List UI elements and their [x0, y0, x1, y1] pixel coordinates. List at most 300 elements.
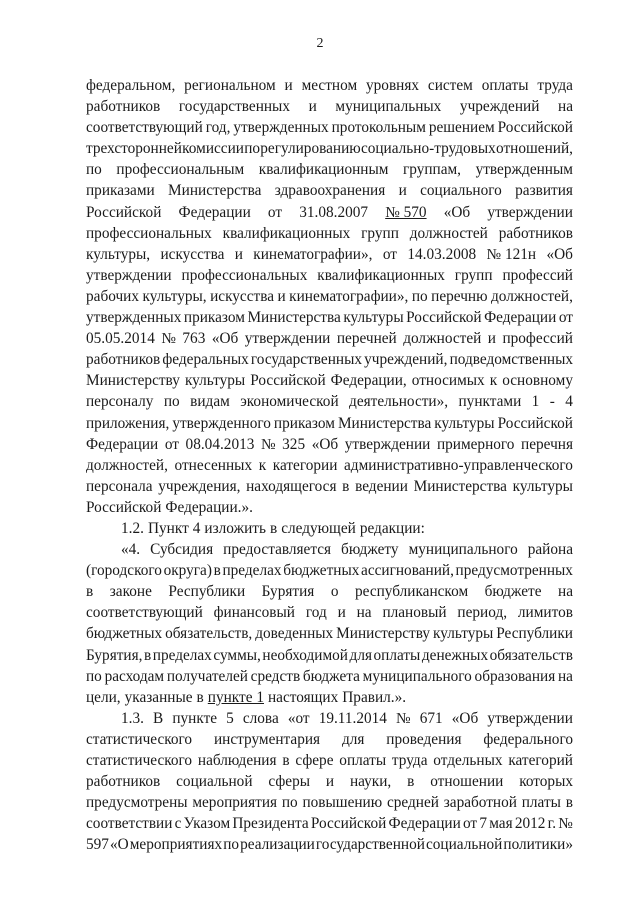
word: сферы: [268, 773, 310, 791]
word: культуры: [512, 477, 573, 495]
word: политики»: [503, 836, 573, 854]
word: мая: [489, 815, 513, 833]
word: региональном: [184, 77, 276, 94]
word: работников: [498, 224, 573, 242]
word: редакции:: [359, 519, 425, 537]
word: перечней: [336, 330, 397, 348]
word: соответствии: [86, 815, 173, 833]
word: 4: [565, 393, 573, 411]
word: «О: [110, 836, 129, 854]
word: учреждения,: [158, 477, 241, 495]
word: в: [86, 583, 94, 601]
word: средств: [250, 667, 301, 685]
word: культуры: [434, 414, 495, 432]
word: Российской: [86, 498, 162, 516]
word: муниципального: [408, 541, 518, 559]
word: следующей: [281, 519, 356, 537]
word: административно-управленческого: [344, 456, 573, 474]
word: в: [282, 752, 290, 769]
word: и: [308, 98, 317, 116]
text-line: [86, 307, 573, 328]
word: Республики: [168, 583, 246, 601]
word: квалификационным: [258, 161, 389, 179]
word: по: [223, 836, 240, 854]
word: искусства: [160, 245, 225, 263]
word: пункте: [172, 709, 218, 727]
word: 1.3.: [121, 709, 144, 727]
word: изложить: [204, 519, 266, 537]
word: отнесенных: [174, 456, 253, 474]
word: средней: [386, 794, 439, 812]
word: инструментария: [213, 730, 321, 748]
word: квалификационных: [317, 266, 445, 284]
text-line: [86, 476, 573, 497]
word: Российской: [406, 309, 482, 327]
word: персоналу: [86, 393, 154, 411]
word: утвержденных: [86, 309, 182, 327]
word: профессиональным: [116, 161, 245, 179]
word: округа): [163, 562, 212, 580]
word: и: [337, 604, 346, 622]
word: социального: [420, 182, 502, 200]
word: учреждений,: [364, 351, 448, 369]
text-line: [86, 328, 573, 349]
word: слова: [242, 709, 279, 727]
word: 597: [86, 836, 109, 854]
text-line: [86, 244, 573, 265]
word: период,: [457, 604, 508, 622]
word: по: [86, 161, 102, 179]
text-line: [86, 286, 573, 307]
word: доведенных: [255, 625, 334, 643]
text-line: [86, 792, 573, 813]
word: настоящих: [267, 688, 339, 706]
word: Министерства: [413, 477, 507, 495]
word: относимых: [411, 372, 485, 390]
text-line: [86, 497, 573, 518]
word: №: [161, 330, 176, 348]
word: год,: [205, 119, 231, 137]
text-line: [86, 265, 573, 286]
word: искусства: [210, 287, 275, 305]
word: рабочих: [86, 287, 140, 305]
word: культуры: [433, 625, 494, 643]
word: оплаты: [481, 77, 529, 94]
word: и: [398, 182, 407, 200]
word: Министерству: [336, 625, 431, 643]
word: сфере: [295, 752, 334, 769]
word: отношений,: [496, 140, 573, 158]
word: Министерства: [337, 414, 432, 432]
word: профессий: [502, 330, 573, 348]
word: на: [557, 667, 573, 685]
word: законе: [109, 583, 152, 601]
word: по: [244, 140, 261, 158]
word: муниципальных: [335, 98, 442, 116]
word: для: [349, 646, 372, 664]
word: работников: [86, 351, 161, 369]
text-line: [86, 349, 573, 370]
word: повышению: [302, 794, 383, 812]
word: пределах: [222, 562, 282, 580]
word: денежных: [421, 646, 489, 664]
word: №: [260, 435, 276, 453]
word: культуры,: [86, 245, 151, 263]
word: для: [341, 730, 365, 748]
document-reference-link: пункте 1: [207, 688, 264, 706]
text-line: [86, 666, 573, 687]
text-line: [86, 750, 573, 771]
text-line: [86, 645, 573, 666]
word: утвержденным: [475, 161, 573, 179]
text-line: [86, 434, 573, 455]
word: Министерства: [247, 309, 341, 327]
word: экономической: [240, 393, 339, 411]
word: Субсидия: [150, 541, 214, 559]
word: 05.05.2014: [86, 330, 155, 348]
word: профессиональных: [86, 224, 212, 242]
word: трехсторонней: [86, 140, 182, 158]
word: г.: [547, 815, 557, 833]
word: Федерации: [178, 203, 251, 221]
word: социальной: [425, 836, 503, 854]
word: республиканском: [355, 583, 469, 601]
word: «Об: [211, 330, 239, 348]
word: отношении: [430, 773, 504, 791]
word: в: [342, 477, 350, 495]
word: 1: [531, 393, 540, 411]
word: от: [462, 815, 478, 833]
word: по: [163, 393, 180, 411]
word: Министерству: [86, 372, 180, 390]
word: и: [234, 245, 243, 263]
word: решением: [428, 119, 495, 137]
text-line: [86, 117, 573, 138]
document-body: [86, 75, 573, 855]
word: Федерации.».: [165, 498, 253, 516]
word: 08.04.2013: [185, 435, 255, 453]
text-line: [86, 413, 573, 434]
word: 31.08.2007: [299, 203, 369, 221]
page-number: 2: [316, 36, 324, 51]
word: и: [284, 77, 293, 94]
word: «4.: [121, 541, 141, 559]
word: реализации: [240, 836, 315, 854]
word: категории: [272, 456, 338, 474]
word: № 121н: [486, 245, 537, 263]
word: (городского: [86, 562, 162, 580]
word: финансовый: [213, 604, 295, 622]
word: деятельности»,: [349, 393, 449, 411]
word: социальной: [176, 773, 253, 791]
word: от: [267, 203, 283, 221]
word: Федерации: [86, 435, 159, 453]
word: культуры,: [142, 287, 207, 305]
word: 19.11.2014: [318, 709, 387, 727]
word: цели,: [86, 688, 121, 706]
word: «Об: [311, 435, 339, 453]
word: Российской: [250, 372, 326, 390]
word: государственной: [315, 836, 425, 854]
word: в: [269, 519, 278, 537]
word: по: [86, 667, 102, 685]
word: Федерации,: [330, 372, 407, 390]
word: 671: [419, 709, 443, 727]
word: расходам: [104, 667, 165, 685]
text-line: [86, 581, 573, 602]
word: Республики: [496, 625, 573, 643]
word: групп: [361, 224, 399, 242]
document-reference-link: № 570: [385, 203, 427, 221]
word: бюджетных: [283, 562, 360, 580]
word: профессий: [502, 266, 573, 284]
word: предоставляется: [223, 541, 332, 559]
word: приказом: [183, 309, 245, 327]
word: района: [527, 541, 573, 559]
word: кинематографии»,: [253, 245, 373, 263]
word: примерного: [436, 435, 515, 453]
word: должностей,: [86, 456, 168, 474]
word: культуры: [184, 372, 246, 390]
word: группам,: [402, 161, 462, 179]
word: работников: [86, 98, 161, 116]
word: уровнях: [366, 77, 420, 94]
word: кинематографии»,: [289, 287, 409, 305]
text-line: [86, 518, 573, 539]
word: «от: [287, 709, 310, 727]
word: Российской: [310, 815, 387, 833]
word: протокольным: [331, 119, 426, 137]
text-line: [86, 223, 573, 244]
text-line: [86, 687, 573, 708]
word: от: [558, 309, 573, 327]
word: суммы,: [213, 646, 261, 664]
word: 2012: [514, 815, 546, 833]
word: пунктами: [458, 393, 522, 411]
word: Бурятия,: [86, 646, 143, 664]
word: от: [382, 245, 397, 263]
word: бюджета: [302, 667, 360, 685]
word: о: [330, 583, 339, 601]
word: и: [277, 287, 286, 305]
word: обязательств: [489, 646, 573, 664]
word: видам: [190, 393, 230, 411]
word: утвержденного: [172, 414, 271, 432]
word: здравоохранения: [274, 182, 386, 200]
word: в: [565, 794, 573, 812]
word: в: [213, 562, 221, 580]
word: статистического: [86, 730, 193, 748]
word: Российской: [86, 203, 162, 221]
text-line: [86, 180, 573, 201]
word: наблюдения: [197, 752, 277, 769]
word: заработной: [443, 794, 517, 812]
word: статистического: [86, 752, 193, 769]
word: профессиональных: [181, 266, 308, 284]
word: и: [325, 773, 335, 791]
text-line: [86, 813, 573, 834]
word: утверждении: [86, 266, 172, 284]
text-line: [86, 202, 573, 223]
text-line: [86, 96, 573, 117]
word: перечню: [431, 287, 488, 305]
word: Правил.».: [342, 688, 407, 706]
text-line: [86, 560, 573, 581]
word: с: [174, 815, 182, 833]
word: квалификационных: [222, 224, 351, 242]
word: которых: [519, 773, 573, 791]
word: государственных: [178, 98, 290, 116]
word: бюджетных: [86, 625, 163, 643]
word: «Об: [443, 203, 471, 221]
text-line: [86, 455, 573, 476]
word: 14.03.2008: [407, 245, 477, 263]
word: муниципального: [362, 667, 472, 685]
word: категорий: [508, 752, 573, 769]
word: подведомственных: [449, 351, 573, 369]
word: должностей,: [490, 287, 573, 305]
word: регулированию: [260, 140, 361, 158]
word: персонала: [86, 477, 153, 495]
word: по: [411, 287, 428, 305]
word: социально-трудовых: [360, 140, 496, 158]
word: комиссии: [182, 140, 244, 158]
word: утверждении: [487, 709, 573, 727]
text-line: [86, 729, 573, 750]
word: от: [164, 435, 179, 453]
word: утвержденных: [233, 119, 329, 137]
text-line: [86, 370, 573, 391]
word: находящегося: [246, 477, 337, 495]
word: Министерства: [168, 182, 262, 200]
word: и: [487, 330, 496, 348]
word: платы: [521, 794, 561, 812]
word: Президента: [232, 815, 309, 833]
word: Бурятия: [261, 583, 315, 601]
word: Федерации: [484, 309, 557, 327]
word: мероприятия: [192, 794, 278, 812]
word: №: [558, 815, 573, 833]
word: труда: [391, 752, 428, 769]
word: в: [196, 688, 204, 706]
word: предусмотрены: [86, 794, 188, 812]
word: соответствующий: [86, 119, 203, 137]
word: основному: [502, 372, 573, 390]
word: должностей: [403, 330, 482, 348]
word: приказом: [273, 414, 335, 432]
word: мероприятиях: [129, 836, 223, 854]
word: Российской: [497, 414, 573, 432]
word: ассигнований,: [361, 562, 454, 580]
word: Указом: [183, 815, 231, 833]
word: к: [489, 372, 498, 390]
word: предусмотренных: [455, 562, 573, 580]
text-line: [86, 771, 573, 792]
text-line: [86, 708, 573, 729]
word: приложения,: [86, 414, 170, 432]
word: приказами: [86, 182, 155, 200]
text-line: [86, 834, 573, 855]
word: по: [281, 794, 298, 812]
text-line: [86, 602, 573, 623]
word: систем: [427, 77, 473, 94]
word: указанные: [124, 688, 193, 706]
word: 763: [182, 330, 206, 348]
word: в: [144, 646, 152, 664]
word: 7: [479, 815, 487, 833]
word: местном: [301, 77, 358, 94]
word: год: [305, 604, 327, 622]
word: утверждении: [244, 330, 331, 348]
word: отдельных: [433, 752, 503, 769]
text-line: [86, 159, 573, 180]
word: получателей: [166, 667, 248, 685]
word: государственных: [250, 351, 363, 369]
word: обязательств,: [165, 625, 253, 643]
text-line: [86, 539, 573, 560]
word: Российской: [497, 119, 573, 137]
text-line: [86, 391, 573, 412]
word: утверждении: [344, 435, 431, 453]
word: лимитов: [517, 604, 573, 622]
word: 5: [226, 709, 234, 727]
word: образования: [474, 667, 556, 685]
word: пределах: [152, 646, 212, 664]
text-line: [86, 623, 573, 644]
word: федерального: [483, 730, 573, 748]
word: Пункт: [147, 519, 189, 537]
word: федеральном,: [86, 77, 176, 94]
word: 4: [192, 519, 201, 537]
word: В: [153, 709, 164, 727]
word: бюджету: [341, 541, 399, 559]
word: №: [396, 709, 411, 727]
word: труда: [537, 77, 573, 94]
word: 1.2.: [121, 519, 144, 537]
word: плановый: [382, 604, 447, 622]
word: групп: [454, 266, 493, 284]
word: 325: [282, 435, 306, 453]
word: -: [549, 393, 555, 411]
word: на: [558, 583, 573, 601]
word: «Об: [546, 245, 573, 263]
word: должностей: [409, 224, 488, 242]
word: необходимой: [262, 646, 348, 664]
word: науки,: [349, 773, 392, 791]
word: учреждений: [459, 98, 540, 116]
word: оплаты: [339, 752, 387, 769]
word: соответствующий: [86, 604, 203, 622]
word: «Об: [451, 709, 479, 727]
word: бюджете: [484, 583, 542, 601]
word: к: [258, 456, 267, 474]
text-line: [86, 138, 573, 159]
word: на: [356, 604, 372, 622]
word: перечня: [521, 435, 573, 453]
word: федеральных: [162, 351, 249, 369]
word: оплаты: [373, 646, 421, 664]
word: работников: [86, 773, 161, 791]
word: на: [558, 98, 573, 116]
word: в: [407, 773, 415, 791]
text-line: [86, 75, 573, 96]
word: развития: [515, 182, 573, 200]
word: ведении: [355, 477, 408, 495]
word: проведения: [386, 730, 462, 748]
word: Федерации: [388, 815, 461, 833]
word: культуры: [343, 309, 404, 327]
word: утверждении: [487, 203, 573, 221]
